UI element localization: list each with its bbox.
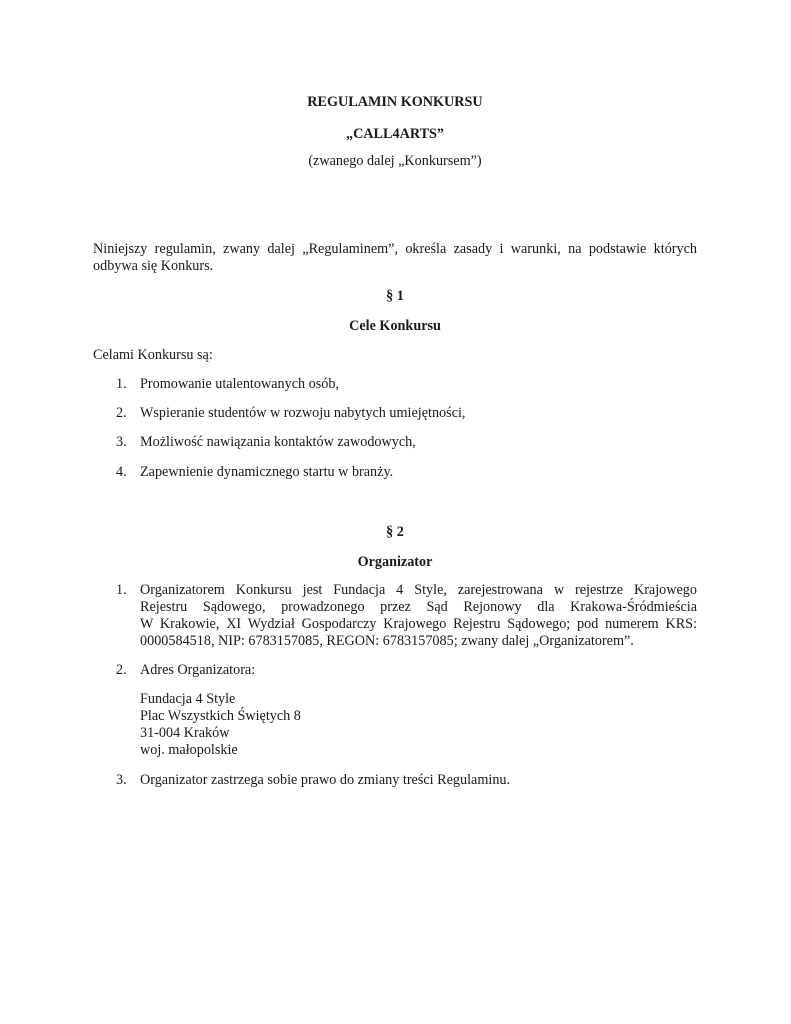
address-line: woj. małopolskie <box>140 742 238 758</box>
section-1-lead: Celami Konkursu są: <box>93 347 213 363</box>
intro-paragraph <box>93 241 697 275</box>
section-2-number: § 2 <box>386 524 404 540</box>
section-2-heading: Organizator <box>357 554 433 570</box>
list-number: 1. <box>116 582 127 598</box>
list-text: Wspieranie studentów w rozwoju nabytych umiejętności, <box>140 405 466 421</box>
list-text: Zapewnienie dynamicznego startu w branży. <box>140 464 394 480</box>
list-number: 2. <box>116 405 127 421</box>
address-line: 31-004 Kraków <box>140 725 230 741</box>
list-text: Organizator zastrzega sobie prawo do zmiany treści Regulaminu. <box>140 772 511 788</box>
description-line: Rejestru Sądowego, prowadzonego przez Sąd Rejonowy dla Krakowa-Śródmieścia <box>140 599 697 615</box>
list-text: Możliwość nawiązania kontaktów zawodowych, <box>140 434 416 450</box>
section-1-heading: Cele Konkursu <box>349 318 441 334</box>
description-line: Organizatorem Konkursu jest Fundacja 4 Style, zarejestrowana w rejestrze Krajowego <box>140 582 697 598</box>
document-subtitle: (zwanego dalej „Konkursem”) <box>308 153 482 169</box>
list-text: Promowanie utalentowanych osób, <box>140 376 339 392</box>
list-text: Adres Organizatora: <box>140 662 256 678</box>
organizer-list <box>0 582 791 812</box>
intro-line: Niniejszy regulamin, zwany dalej „Regulaminem”, określa zasady i warunki, na podstawie których <box>93 241 697 257</box>
section-1-number: § 1 <box>386 288 404 304</box>
organizer-description <box>140 582 697 650</box>
intro-line: odbywa się Konkurs. <box>93 258 214 274</box>
list-number: 1. <box>116 376 127 392</box>
organizer-address <box>140 691 697 759</box>
list-number: 3. <box>116 772 127 788</box>
list-number: 3. <box>116 434 127 450</box>
contest-name: „CALL4ARTS” <box>345 126 445 142</box>
description-line: W Krakowie, XI Wydział Gospodarczy Krajowego Rejestru Sądowego; pod numerem KRS: <box>140 616 697 632</box>
address-line: Plac Wszystkich Świętych 8 <box>140 708 301 724</box>
list-number: 4. <box>116 464 127 480</box>
address-line: Fundacja 4 Style <box>140 691 236 707</box>
list-number: 2. <box>116 662 127 678</box>
document-title: REGULAMIN KONKURSU <box>307 94 483 110</box>
description-line: 0000584518, NIP: 6783157085, REGON: 6783157085; zwany dalej „Organizatorem”. <box>140 633 634 649</box>
